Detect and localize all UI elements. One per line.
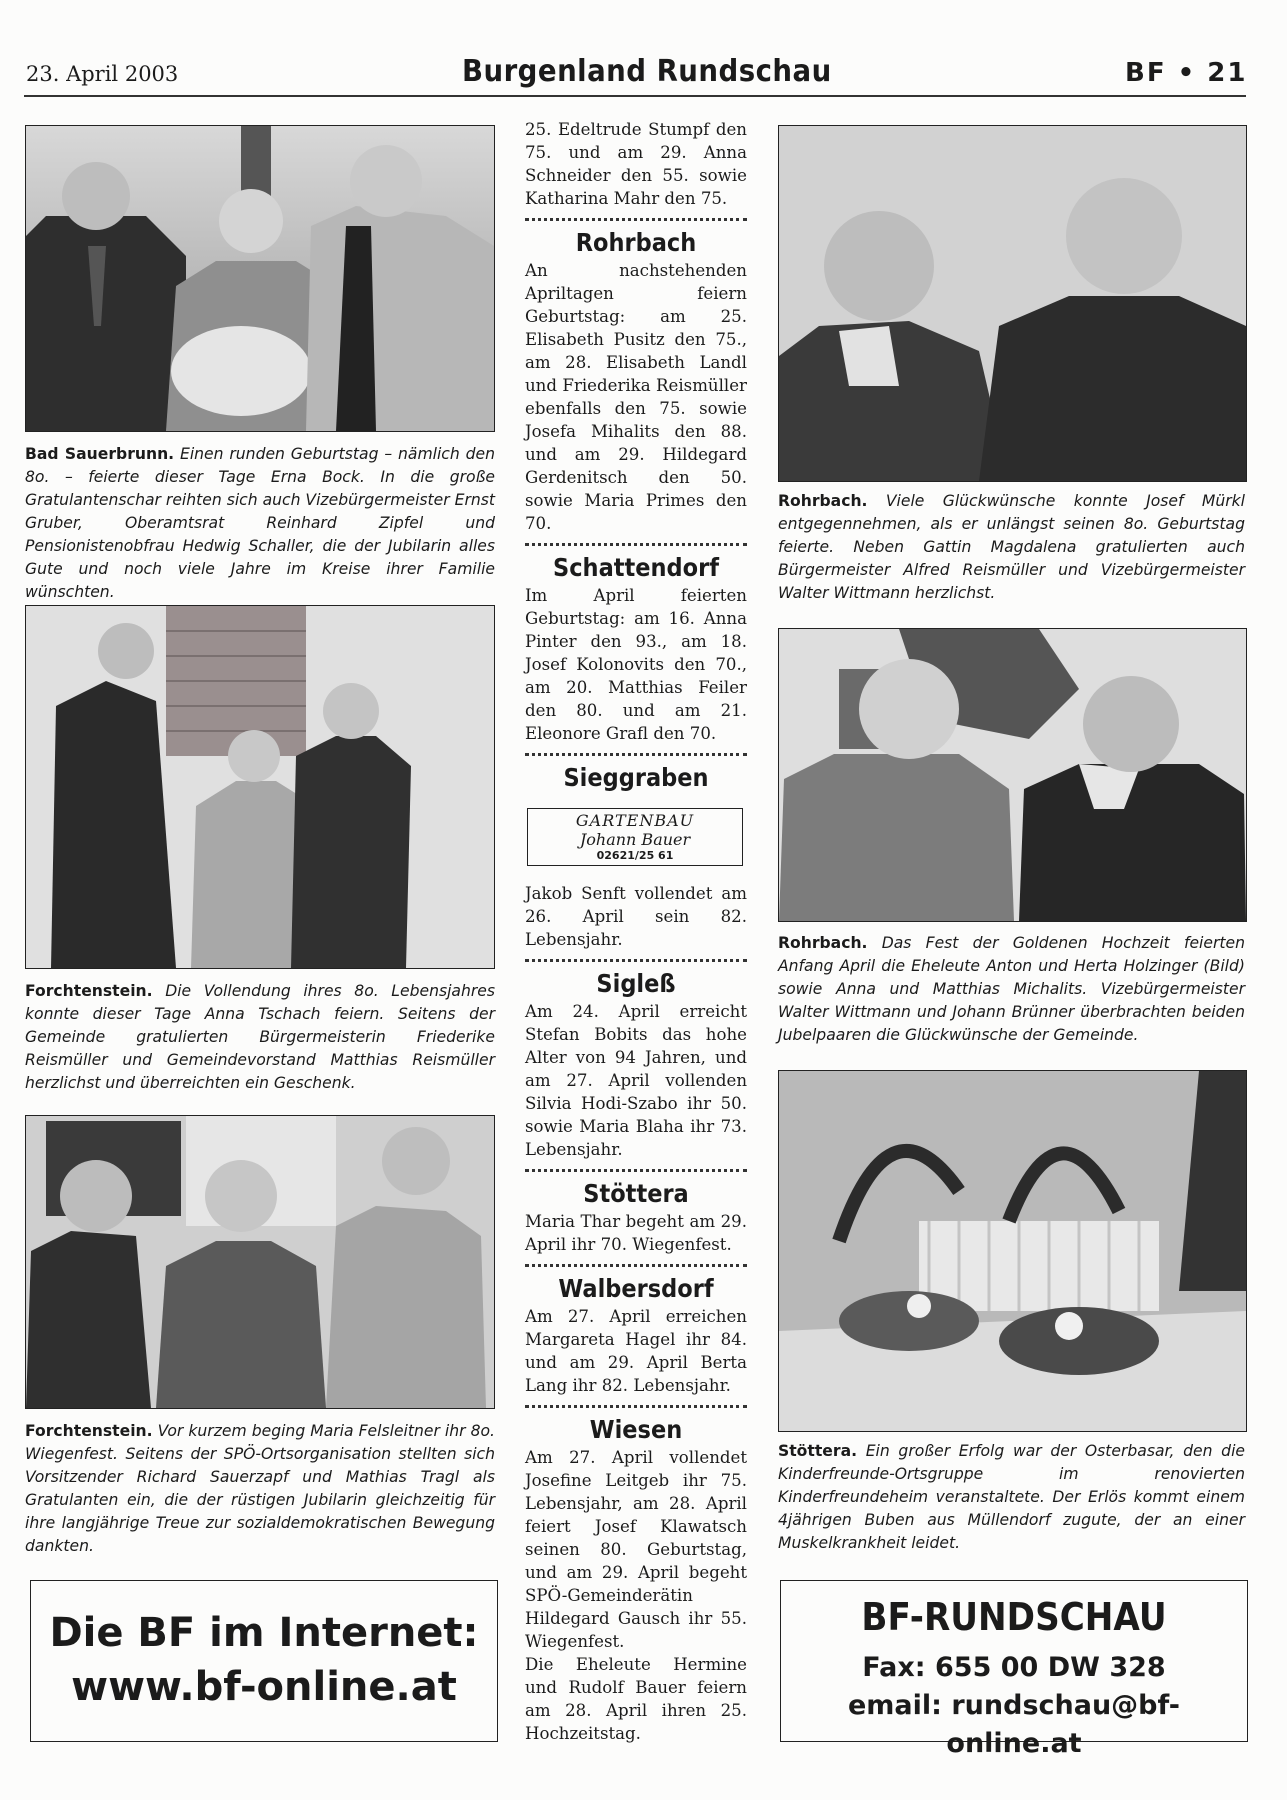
- ad-phone: 02621/25 61: [596, 849, 674, 862]
- section-text-walbersdorf: Am 27. April erreichen Margareta Hagel ihr 84. und am 29. April Berta Lang ihr 82. Lebensjahr.: [525, 1307, 747, 1395]
- gartenbau-ad: [527, 808, 743, 866]
- section-title-sieggraben: Sieggraben: [563, 763, 709, 792]
- rundschau-box-fax: Fax: 655 00 DW 328: [862, 1652, 1166, 1683]
- section-text-rohrbach: An nachstehenden Apriltagen feiern Geburtstag: am 25. Elisabeth Pusitz den 75., am 28. Elisabeth Landl und Friederika Reismüller ebenfalls den 75. sowie Josefa Mihalits den 88. und am 29. Hildegard Gerdenitsch den 50. sowie Maria Primes den 70.: [525, 261, 747, 533]
- ad-company: GARTENBAU: [575, 811, 695, 830]
- caption-forchtenstein-tschach: Forchtenstein. Die Vollendung ihres 8o. Lebensjahres konnte dieser Tage Anna Tschach feiern. Seitens der Gemeinde gratulierten Bürgermeisterin Friederike Reismüller und Gemeindevorstand Matthias Reismüller herzlichst und überreichten ein Geschenk.: [25, 982, 495, 1092]
- caption-bad-sauerbrunn: Bad Sauerbrunn. Einen runden Geburtstag – nämlich den 8o. – feierte dieser Tage Erna Bock. In die große Gratulantenschar reihten sich auch Vizebürgermeister Ernst Gruber, Oberamtsrat Reinhard Zipfel und Pensionistenobfrau Hedwig Schaller, die der Jubilarin alles Gute und noch viele Jahre im Kreise ihrer Familie wünschten.: [25, 445, 495, 601]
- newspaper-title: Burgenland Rundschau: [462, 54, 832, 89]
- internet-box-url: www.bf-online.at: [71, 1664, 457, 1710]
- photo-rohrbach-muerkl: [778, 125, 1247, 482]
- photo-forchtenstein-tschach: [25, 605, 495, 969]
- header-rule: [24, 95, 1246, 97]
- section-text-wiesen: Am 27. April vollendet Josefine Leitgeb ihr 75. Lebensjahr, am 28. April feiert Josef Klawatsch seinen 80. Geburtstag, und am 29. April begeht SPÖ-Gemeinderätin Hildegard Gausch ihr 55. Wiegenfest.: [525, 1448, 747, 1651]
- photo-rohrbach-holzinger: [778, 628, 1247, 922]
- section-text-stoettera: Maria Thar begeht am 29. April ihr 70. Wiegenfest.: [525, 1212, 747, 1254]
- section-title-sigless: Sigleß: [596, 969, 676, 998]
- section-title-stoettera: Stöttera: [583, 1179, 689, 1208]
- section-title-rohrbach: Rohrbach: [575, 228, 697, 257]
- divider: [525, 959, 747, 962]
- section-text-sigless: Am 24. April erreicht Stefan Bobits das hohe Alter von 94 Jahren, und am 27. April vollenden Silvia Hodi-Szabo ihr 50. sowie Maria Blaha ihr 73. Lebensjahr.: [525, 1002, 747, 1159]
- section-text-sieggraben: Jakob Senft vollendet am 26. April sein 82. Lebensjahr.: [525, 884, 747, 949]
- divider: [525, 218, 747, 221]
- caption-rohrbach-muerkl: Rohrbach. Viele Glückwünsche konnte Josef Mürkl entgegennehmen, als er unlängst seinen 8o. Geburtstag feierte. Neben Gattin Magdalena gratulierten auch Bürgermeister Alfred Reismüller und Vizebürgermeister Walter Wittmann herzlichst.: [778, 492, 1245, 602]
- section-title-schattendorf: Schattendorf: [553, 553, 719, 582]
- internet-box-heading: Die BF im Internet:: [49, 1610, 479, 1656]
- divider: [525, 1169, 747, 1172]
- page-number: BF • 21: [1125, 58, 1248, 88]
- intro-text: 25. Edeltrude Stumpf den 75. und am 29. Anna Schneider den 55. sowie Katharina Mahr den 75.: [525, 120, 747, 208]
- divider: [525, 1405, 747, 1408]
- photo-forchtenstein-felsleitner: [25, 1115, 495, 1409]
- birthday-column: [525, 118, 747, 1745]
- section-title-wiesen: Wiesen: [589, 1415, 683, 1444]
- section-title-walbersdorf: Walbersdorf: [558, 1274, 714, 1303]
- section-text-wiesen-2: Die Eheleute Hermine und Rudolf Bauer feiern am 28. April ihren 25. Hochzeitstag.: [525, 1655, 747, 1743]
- internet-box: [30, 1580, 498, 1742]
- section-text-schattendorf: Im April feierten Geburtstag: am 16. Anna Pinter den 93., am 18. Josef Kolonovits den 70., am 20. Matthias Feiler den 80. und am 21. Eleonore Grafl den 70.: [525, 586, 747, 743]
- ad-owner: Johann Bauer: [579, 830, 691, 849]
- caption-rohrbach-holzinger: Rohrbach. Das Fest der Goldenen Hochzeit feierten Anfang April die Eheleute Anton und Herta Holzinger (Bild) sowie Anna und Matthias Michalits. Vizebürgermeister Walter Wittmann und Johann Brünner überbrachten beiden Jubelpaaren die Glückwünsche der Gemeinde.: [778, 934, 1245, 1044]
- caption-forchtenstein-felsleitner: Forchtenstein. Vor kurzem beging Maria Felsleitner ihr 8o. Wiegenfest. Seitens der SPÖ-Ortsorganisation stellten sich Vorsitzender Richard Sauerzapf und Mathias Tragl als Gratulanten ein, die der rüstigen Jubilarin gleichzeitig für ihre langjährige Treue zur sozialdemokratischen Bewegung dankten.: [25, 1422, 495, 1555]
- rundschau-box-email: email: rundschau@bf-online.at: [847, 1690, 1180, 1759]
- divider: [525, 1264, 747, 1267]
- divider: [525, 543, 747, 546]
- divider: [525, 753, 747, 756]
- issue-date: 23. April 2003: [26, 62, 179, 86]
- rundschau-box: [780, 1580, 1248, 1759]
- caption-stoettera-osterbasar: Stöttera. Ein großer Erfolg war der Osterbasar, den die Kinderfreunde-Ortsgruppe im renovierten Kinderfreundeheim veranstaltete. Der Erlös kommt einem 4jährigen Buben aus Müllendorf zugute, der an einer Muskelkrankheit leidet.: [778, 1442, 1245, 1552]
- photo-stoettera-osterbasar: [778, 1070, 1247, 1432]
- rundschau-box-heading: BF-RUNDSCHAU: [861, 1595, 1167, 1639]
- photo-bad-sauerbrunn: [25, 125, 495, 432]
